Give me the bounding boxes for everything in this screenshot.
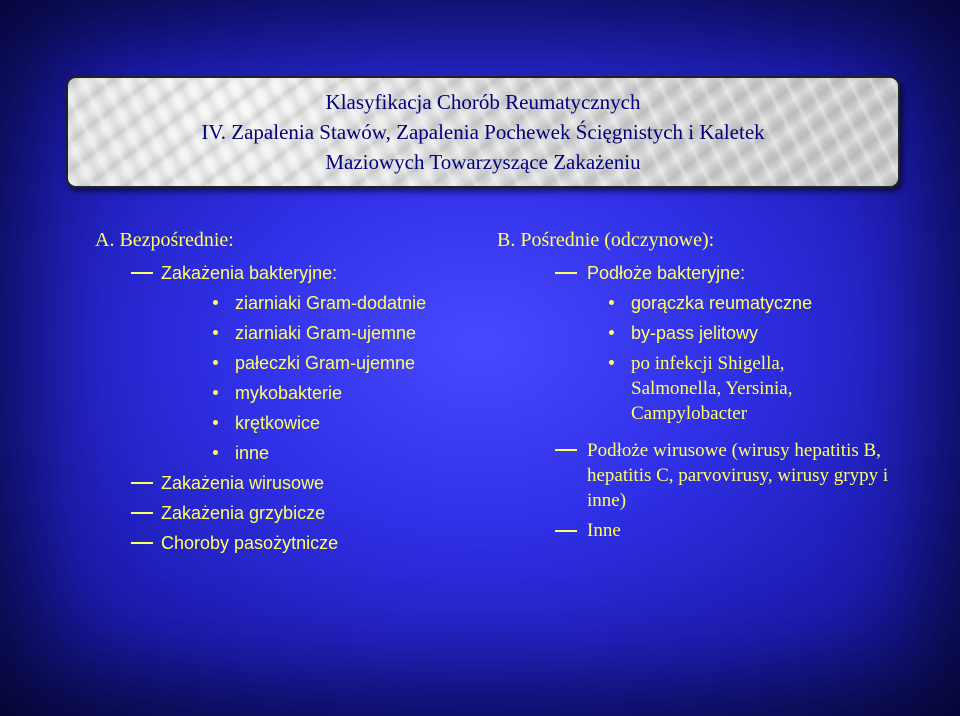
list-item-text: Zakażenia wirusowe [161, 473, 325, 493]
list-item [497, 348, 841, 429]
list-item-text: Podłoże bakteryjne: [587, 263, 746, 283]
list-item [95, 378, 475, 408]
list-item [95, 288, 475, 318]
list-item [95, 498, 475, 528]
bullet-icon [213, 450, 218, 455]
left-heading-text: Bezpośrednie: [119, 229, 234, 251]
list-item-text: by-pass jelitowy [631, 323, 759, 343]
bullet-icon [609, 360, 614, 365]
list-item-text: Choroby pasożytnicze [161, 533, 339, 553]
title-line-2: IV. Zapalenia Stawów, Zapalenia Pochewek Ścięgnistych i Kaletek [201, 120, 765, 144]
list-item [497, 435, 897, 516]
left-heading [95, 226, 475, 254]
right-heading-text: Pośrednie (odczynowe): [520, 229, 715, 251]
list-item-text: Inne [587, 520, 621, 541]
left-column [95, 226, 475, 558]
list-item-text: ziarniaki Gram-dodatnie [235, 293, 427, 313]
list-item [95, 318, 475, 348]
list-item [95, 408, 475, 438]
list-item-text: inne [235, 443, 270, 463]
list-item [95, 468, 475, 498]
dash-icon [555, 449, 577, 451]
right-heading-prefix: B. [497, 229, 516, 251]
title-box [66, 76, 900, 188]
list-item [497, 258, 917, 288]
left-heading-prefix: A. [95, 229, 115, 251]
bullet-icon [213, 390, 218, 395]
list-item [95, 438, 475, 468]
list-item-text: pałeczki Gram-ujemne [235, 353, 416, 373]
list-item-text: Zakażenia bakteryjne: [161, 263, 338, 283]
list-item [95, 528, 475, 558]
list-item [497, 288, 917, 318]
dash-icon [131, 482, 153, 484]
right-column [497, 226, 917, 546]
title-line-1: Klasyfikacja Chorób Reumatycznych [325, 90, 641, 114]
list-item-text: gorączka reumatyczne [631, 293, 813, 313]
bullet-icon [213, 360, 218, 365]
bullet-icon [213, 420, 218, 425]
list-item [95, 258, 475, 288]
list-item-text: ziarniaki Gram-ujemne [235, 323, 417, 343]
dash-icon [555, 530, 577, 532]
list-item-text: mykobakterie [235, 383, 343, 403]
list-item-text: Zakażenia grzybicze [161, 503, 326, 523]
bullet-icon [609, 330, 614, 335]
list-item [497, 318, 917, 348]
dash-icon [131, 512, 153, 514]
list-item-text: krętkowice [235, 413, 321, 433]
bullet-icon [213, 330, 218, 335]
dash-icon [131, 542, 153, 544]
bullet-icon [213, 300, 218, 305]
bullet-icon [609, 300, 614, 305]
dash-icon [555, 272, 577, 274]
dash-icon [131, 272, 153, 274]
list-item-text: Podłoże wirusowe (wirusy hepatitis B, hepatitis C, parvovirusy, wirusy grypy i inne) [587, 440, 889, 511]
list-item [497, 516, 917, 546]
right-heading [497, 226, 917, 254]
title-line-3: Maziowych Towarzyszące Zakażeniu [325, 150, 641, 174]
list-item [95, 348, 475, 378]
list-item-text: po infekcji Shigella, Salmonella, Yersinia, Campylobacter [631, 353, 793, 424]
